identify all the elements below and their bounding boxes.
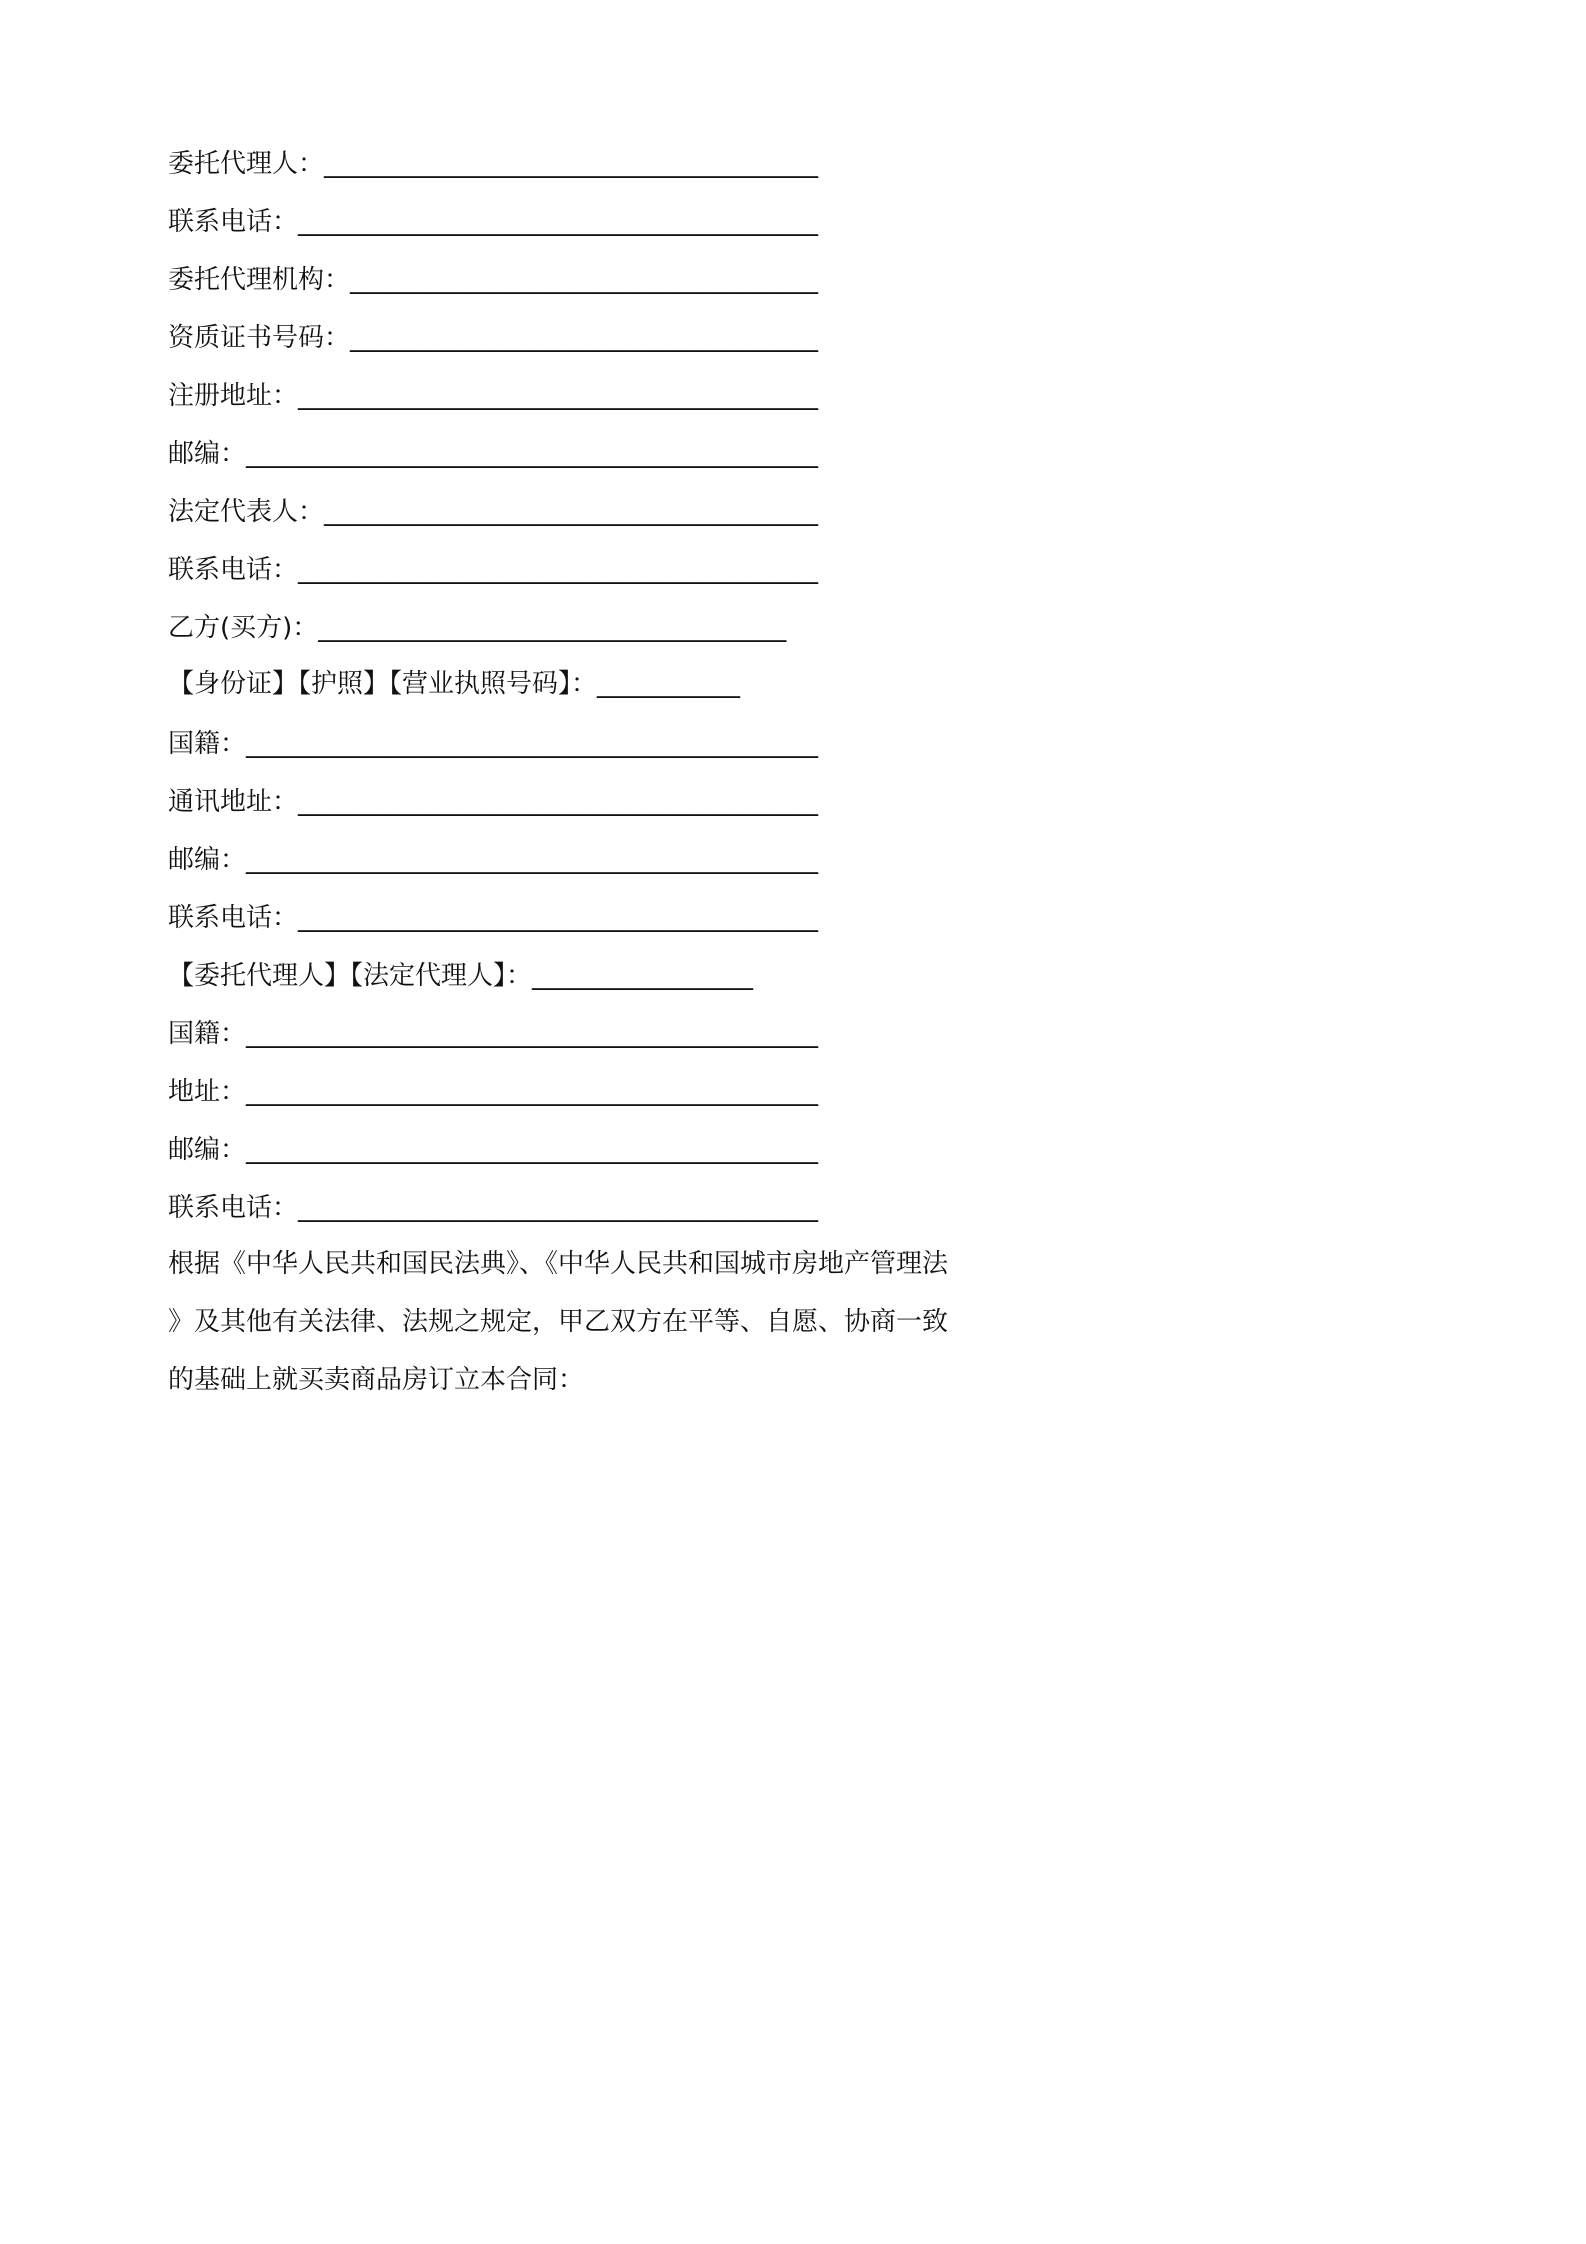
field-nationality-2: 国籍：____________________________________________ <box>168 1019 819 1049</box>
document-page <box>0 0 1104 1560</box>
field-mailing-address: 通讯地址：________________________________________ <box>168 787 819 817</box>
field-phone-4: 联系电话：________________________________________ <box>168 1193 819 1223</box>
field-id-number: 【身份证】【护照】【营业执照号码】：___________ <box>168 669 741 699</box>
field-representative: 【委托代理人】【法定代理人】：_________________ <box>168 961 754 991</box>
field-agent: 委托代理人：______________________________________ <box>168 149 819 179</box>
field-registered-address: 注册地址：________________________________________ <box>168 381 819 411</box>
field-license-number: 资质证书号码：____________________________________ <box>168 323 819 353</box>
field-address: 地址：____________________________________________ <box>168 1077 819 1107</box>
contract-basis-line-1: 根据《中华人民共和国民法典》、《中华人民共和国城市房地产管理法 <box>168 1249 949 1279</box>
field-phone-2: 联系电话：________________________________________ <box>168 555 819 585</box>
field-postcode-3: 邮编：____________________________________________ <box>168 1135 819 1165</box>
field-nationality-1: 国籍：____________________________________________ <box>168 729 819 759</box>
field-party-b: 乙方(买方)：____________________________________ <box>168 613 787 643</box>
field-agency: 委托代理机构：____________________________________ <box>168 265 819 295</box>
field-phone-1: 联系电话：________________________________________ <box>168 207 819 237</box>
contract-basis-line-2: 》及其他有关法律、法规之规定，甲乙双方在平等、自愿、协商一致 <box>168 1307 949 1337</box>
field-phone-3: 联系电话：________________________________________ <box>168 903 819 933</box>
field-postcode-2: 邮编：____________________________________________ <box>168 845 819 875</box>
contract-basis-line-3: 的基础上就买卖商品房订立本合同： <box>168 1365 585 1395</box>
field-legal-representative: 法定代表人：______________________________________ <box>168 497 819 527</box>
field-postcode-1: 邮编：____________________________________________ <box>168 439 819 469</box>
